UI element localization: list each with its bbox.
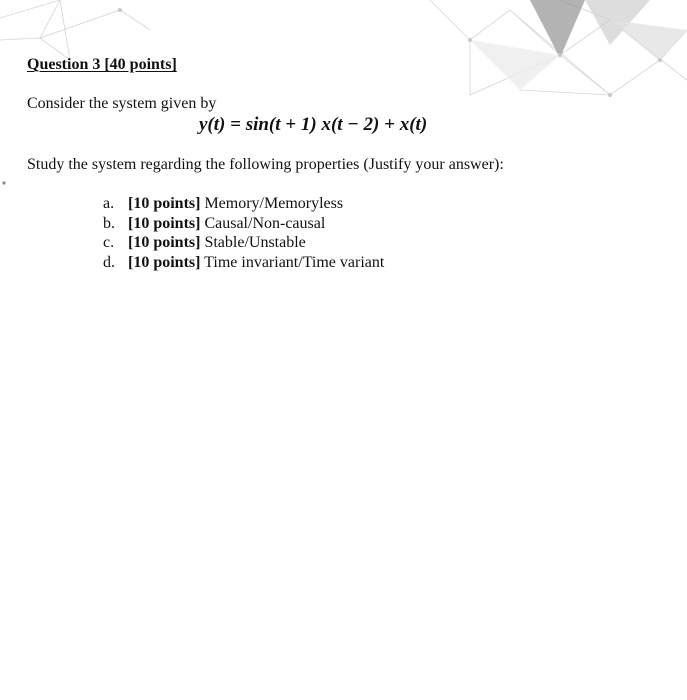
list-item <box>103 214 384 234</box>
list-item-marker: d. <box>103 253 115 271</box>
list-item-text: Memory/Memoryless <box>204 195 344 212</box>
parts-list <box>103 194 384 272</box>
list-item-marker: c. <box>103 234 115 251</box>
list-item-points: [10 points] <box>128 234 201 251</box>
list-item-points: [10 points] <box>128 195 201 212</box>
list-item <box>103 233 384 253</box>
list-item-text: Causal/Non-causal <box>204 214 326 232</box>
list-item <box>103 253 384 273</box>
question-instruction: Study the system regarding the following properties (Justify your answer): <box>27 156 504 173</box>
question-title: Question 3 [40 points] <box>27 56 177 73</box>
list-item-text: Time invariant/Time variant <box>204 253 385 271</box>
list-item <box>103 194 384 214</box>
list-item-points: [10 points] <box>128 214 201 232</box>
list-item-marker: b. <box>103 214 115 232</box>
list-item-text: Stable/Unstable <box>204 234 306 251</box>
list-item-marker: a. <box>103 195 115 212</box>
list-item-points: [10 points] <box>128 253 201 271</box>
question-intro: Consider the system given by <box>27 95 217 112</box>
system-equation: y(t) = sin(t + 1) x(t − 2) + x(t) <box>199 114 428 135</box>
